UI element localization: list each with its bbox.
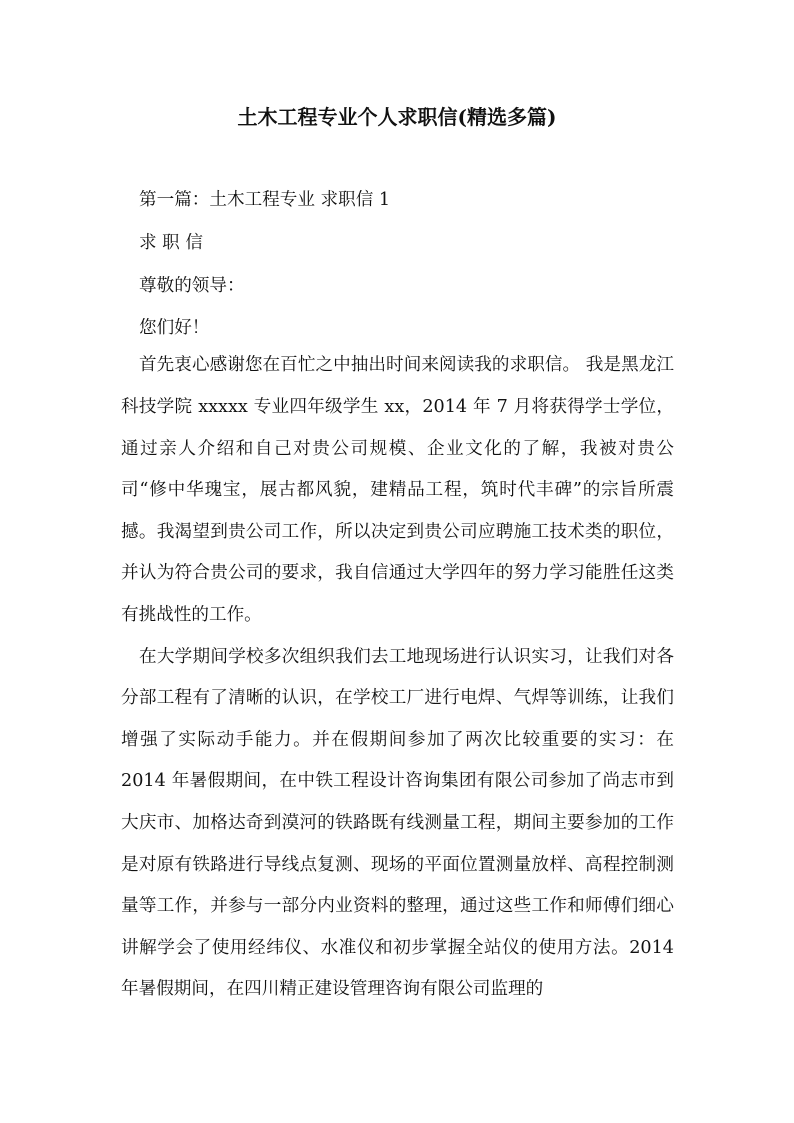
greeting: 您们好！ xyxy=(139,318,210,339)
salutation: 尊敬的领导： xyxy=(139,275,245,296)
body-paragraph-1: 首先衷心感谢您在百忙之中抽出时间来阅读我的求职信。 我是黑龙江科技学院 xxxxx 专业四年级学生 xx，2014 年 7 月将获得学士学位，通过亲人介绍和自己对贵公司规模、企业文化的了解，我被对贵公司“修中华瑰宝，展古都风貌，建精品工程，筑时代丰碑”的宗旨所震撼。我渴望到贵公司工作，所以决定到贵公司应聘施工技术类的职位，并认为符合贵公司的要求，我自信通过大学四年的努力学习能胜任这类有挑战性的工作。 xyxy=(121,355,674,625)
document-body xyxy=(121,188,674,1011)
letter-label: 求 职 信 xyxy=(139,232,203,253)
body-paragraph-2: 在大学期间学校多次组织我们去工地现场进行认识实习，让我们对各分部工程有了清晰的认识，在学校工厂进行电焊、气焊等训练，让我们增强了实际动手能力。并在假期间参加了两次比较重要的实习：在 2014 年暑假期间，在中铁工程设计咨询集团有限公司参加了尚志市到大庆市、加格达奇到漠河的铁路既有线测量工程，期间主要参加的工作是对原有铁路进行导线点复测、现场的平面位置测量放样、高程控制测量等工作，并参与一部分内业资料的整理，通过这些工作和师傅们细心讲解学会了使用经纬仪、水准仪和初步掌握全站仪的使用方法。2014 年暑假期间，在四川精正建设管理咨询有限公司监理的 xyxy=(121,646,674,1000)
section-heading: 第一篇：土木工程专业 求职信 1 xyxy=(139,190,391,210)
document-title: 土木工程专业个人求职信(精选多篇) xyxy=(237,105,557,129)
